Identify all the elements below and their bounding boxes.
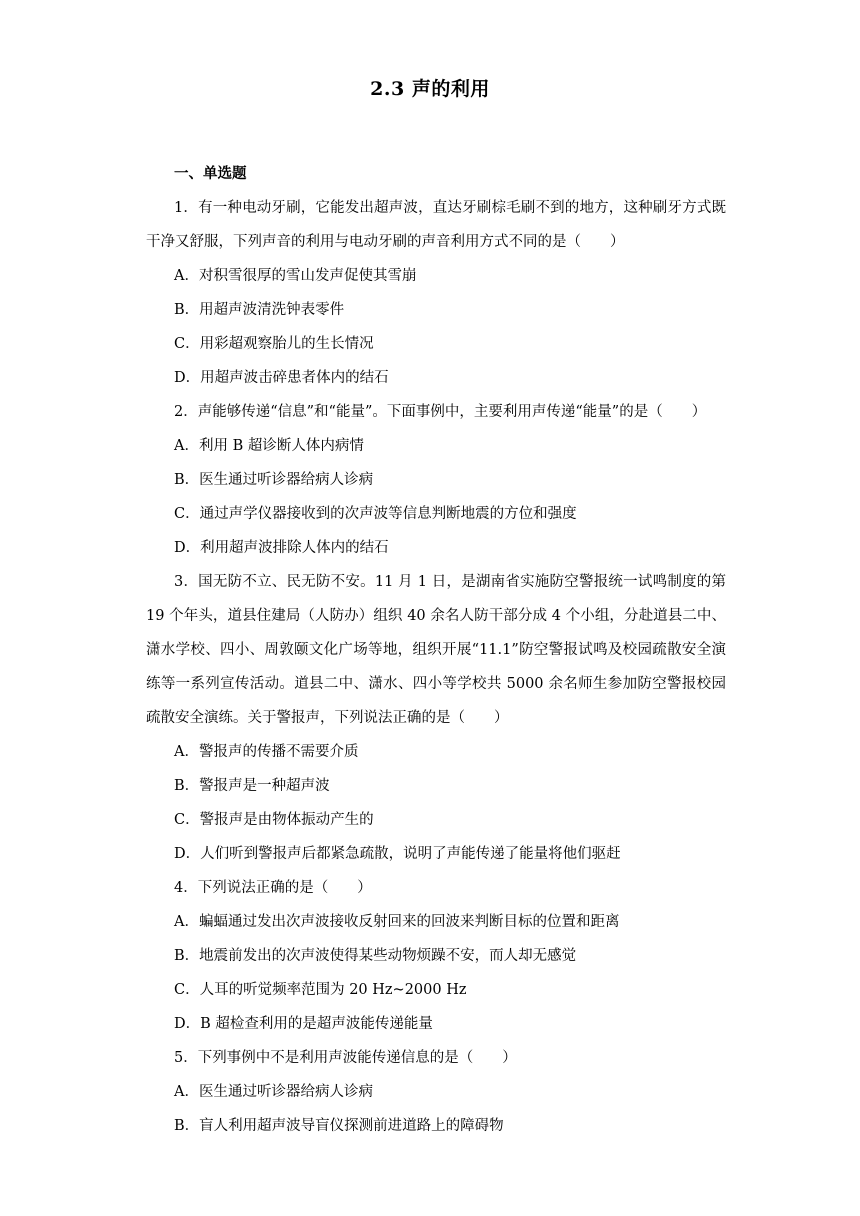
section-heading: 一、单选题	[174, 165, 247, 182]
question-2	[146, 395, 726, 565]
option-d: D．用超声波击碎患者体内的结石	[174, 370, 389, 386]
option-c: C．用彩超观察胎儿的生长情况	[174, 336, 374, 352]
question-stem: 1．有一种电动牙刷，它能发出超声波，直达牙刷棕毛刷不到的地方，这种刷牙方式既干净又舒服，下列声音的利用与电动牙刷的声音利用方式不同的是（ ）	[146, 200, 726, 250]
option-c: C．人耳的听觉频率范围为 20 Hz~2000 Hz	[174, 982, 467, 998]
page-title: 2.3 声的利用	[370, 78, 490, 100]
question-stem: 4．下列说法正确的是（ ）	[174, 880, 372, 896]
option-b: B．用超声波清洗钟表零件	[174, 302, 345, 318]
question-1	[146, 191, 726, 395]
option-b: B．医生通过听诊器给病人诊病	[174, 472, 374, 488]
question-5	[146, 1041, 726, 1143]
option-a: A．蝙蝠通过发出次声波接收反射回来的回波来判断目标的位置和距离	[174, 914, 620, 930]
option-d: D．人们听到警报声后都紧急疏散，说明了声能传递了能量将他们驱赶	[174, 846, 621, 862]
option-b: B．警报声是一种超声波	[174, 778, 330, 794]
option-a: A．对积雪很厚的雪山发声促使其雪崩	[174, 268, 417, 284]
option-b: B．盲人利用超声波导盲仪探测前进道路上的障碍物	[174, 1118, 504, 1134]
question-4	[146, 871, 726, 1041]
option-c: C．通过声学仪器接收到的次声波等信息判断地震的方位和强度	[174, 506, 577, 522]
document-content	[146, 157, 726, 1143]
option-d: D．利用超声波排除人体内的结石	[174, 540, 389, 556]
option-a: A．医生通过听诊器给病人诊病	[174, 1084, 373, 1100]
question-3	[146, 565, 726, 871]
option-c: C．警报声是由物体振动产生的	[174, 812, 374, 828]
option-a: A．警报声的传播不需要介质	[174, 744, 359, 760]
option-b: B．地震前发出的次声波使得某些动物烦躁不安，而人却无感觉	[174, 948, 577, 964]
question-stem: 5．下列事例中不是利用声波能传递信息的是（ ）	[174, 1050, 517, 1066]
option-d: D．B 超检查利用的是超声波能传递能量	[174, 1016, 433, 1032]
question-stem: 3．国无防不立、民无防不安。11 月 1 日，是湖南省实施防空警报统一试鸣制度的第 19 个年头，道县住建局（人防办）组织 40 余名人防干部分成 4 个小组，分赴道县二中、潇水学校、四小、周敦颐文化广场等地，组织开展“11.1”防空警报试鸣及校园疏散安全演练等一系列宣传活动。道县二中、潇水、四小等学校共 5000 余名师生参加防空警报校园疏散安全演练。关于警报声，下列说法正确的是（ ）	[146, 574, 726, 726]
option-a: A．利用 B 超诊断人体内病情	[174, 438, 364, 454]
question-stem: 2．声能够传递“信息”和“能量”。下面事例中，主要利用声传递“能量”的是（ ）	[174, 404, 707, 420]
